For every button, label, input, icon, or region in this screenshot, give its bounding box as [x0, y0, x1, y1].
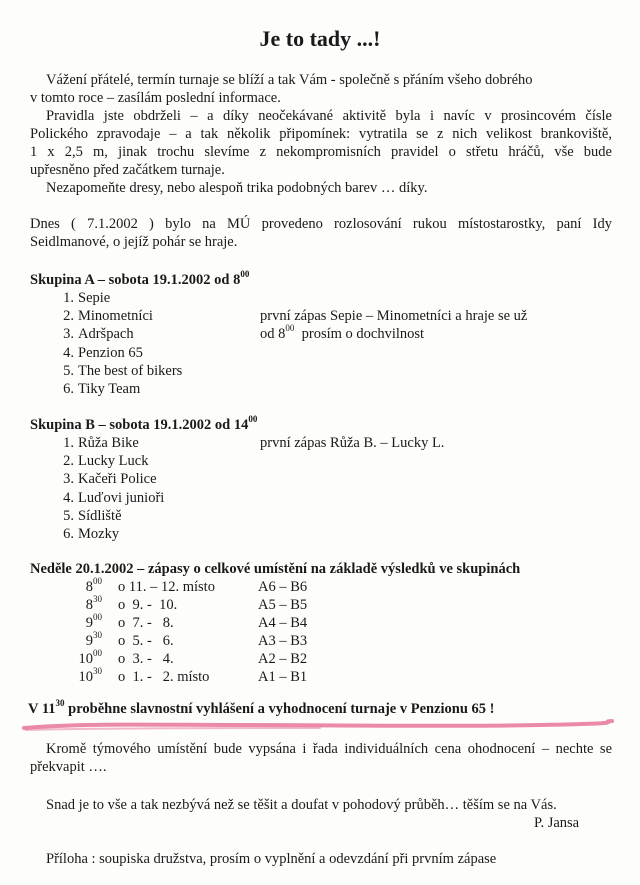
group-b-list: [54, 434, 164, 543]
intro-line-4: Polického zpravodaje – a tak několik připomínek: vytratila se z nich velikost brankoviště,: [30, 126, 612, 142]
intro-line-2: v tomto roce – zasílám poslední informace.: [30, 90, 281, 106]
intro-line-1: Vážení přátelé, termín turnaje se blíží a tak Vám - společně s přáním všeho dobrého: [46, 72, 533, 88]
closing-line: Snad je to vše a tak nezbývá než se těšit a doufat v pohodový průběh… těším se na Vás.: [46, 797, 557, 813]
extra-line-1: Kromě týmového umístění bude vypsána i řada individuálních cena ohodnocení – nechte se: [46, 741, 612, 757]
schedule-place: o 7. - 8.: [118, 615, 174, 631]
schedule-match: A3 – B3: [258, 633, 308, 649]
highlighter-underline: [20, 716, 620, 736]
draw-line-1: Dnes ( 7.1.2002 ) bylo na MÚ provedeno rozlosování rukou místostarostky, paní Idy: [30, 216, 612, 232]
list-item: 1. Růža Bike: [63, 435, 139, 451]
schedule-time: $8^{00}$: [85, 576, 102, 595]
list-item: 3. Kačeři Police: [63, 471, 157, 488]
schedule-row: [0, 668, 640, 686]
schedule-place: o 9. - 10.: [118, 597, 178, 613]
schedule-match: A4 – B4: [258, 615, 308, 631]
extra-line-2: překvapit ….: [30, 759, 107, 775]
page-title: Je to tady ...!: [259, 26, 381, 51]
attachment-note: Příloha : soupiska družstva, prosím o vyplnění a odevzdání při prvním zápase: [46, 851, 497, 867]
intro-line-6: upřesněno před začátkem turnaje.: [30, 162, 225, 178]
intro-line-3: Pravidla jste obdrželi – a díky neočekávané aktivitě byla i navíc v prosincovém čísle: [46, 108, 612, 124]
schedule-time: $9^{00}$: [85, 612, 102, 631]
schedule-time: $9^{30}$: [85, 630, 102, 649]
group-a-heading: Skupina A – sobota 19.1.2002 od $8^{00}$: [30, 269, 250, 288]
list-item: 6. Tiky Team: [63, 381, 141, 398]
list-item: 1. Sepie: [63, 290, 111, 306]
sunday-heading: Neděle 20.1.2002 – zápasy o celkové umístění na základě výsledků ve skupinách: [30, 561, 521, 577]
schedule-time: $10^{30}$: [78, 666, 102, 685]
list-item: 4. Penzion 65: [63, 344, 143, 361]
schedule-time: $10^{00}$: [78, 648, 102, 667]
intro-line-7: Nezapomeňte dresy, nebo alespoň trika podobných barev … díky.: [46, 180, 428, 196]
list-item: 5. Sídliště: [63, 507, 122, 524]
list-item: 2. Minometníci: [63, 308, 153, 325]
announcement: V $11^{30}$ proběhne slavnostní vyhlášení a vyhodnocení turnaje v Penzionu 65 !: [28, 698, 495, 717]
group-a-note-2: od $8^{00}$ prosím o dochvilnost: [260, 323, 425, 342]
schedule-place: o 11. – 12. místo: [118, 579, 215, 595]
schedule-place: o 1. - 2. místo: [118, 669, 210, 685]
group-b-note-1: první zápas Růža B. – Lucky L.: [260, 435, 445, 451]
draw-line-2: Seidlmanové, o jejíž pohár se hraje.: [30, 234, 238, 250]
intro-line-5: 1 x 2,5 m, jinak trochu slevíme z nekompromisních pravidel o střetu hráčů, vše bude: [30, 144, 612, 160]
list-item: 4. Luďovi junioři: [63, 489, 165, 506]
list-item: 3. Adršpach: [63, 326, 134, 343]
schedule-match: A5 – B5: [258, 597, 308, 613]
group-a-note-1: první zápas Sepie – Minometníci a hraje se už: [260, 308, 528, 324]
schedule-place: o 5. - 6.: [118, 633, 174, 649]
schedule-time: $8^{30}$: [85, 594, 102, 613]
schedule-match: A6 – B6: [258, 579, 308, 595]
sunday-schedule: [0, 578, 640, 686]
list-item: 2. Lucky Luck: [63, 453, 149, 470]
list-item: 6. Mozky: [63, 526, 120, 543]
list-item: 5. The best of bikers: [63, 362, 183, 379]
schedule-match: A2 – B2: [258, 651, 308, 667]
group-a-list: [54, 289, 182, 398]
signature: P. Jansa: [534, 815, 580, 831]
schedule-place: o 3. - 4.: [118, 651, 174, 667]
group-b-heading: Skupina B – sobota 19.1.2002 od $14^{00}$: [30, 414, 258, 433]
schedule-match: A1 – B1: [258, 669, 308, 685]
